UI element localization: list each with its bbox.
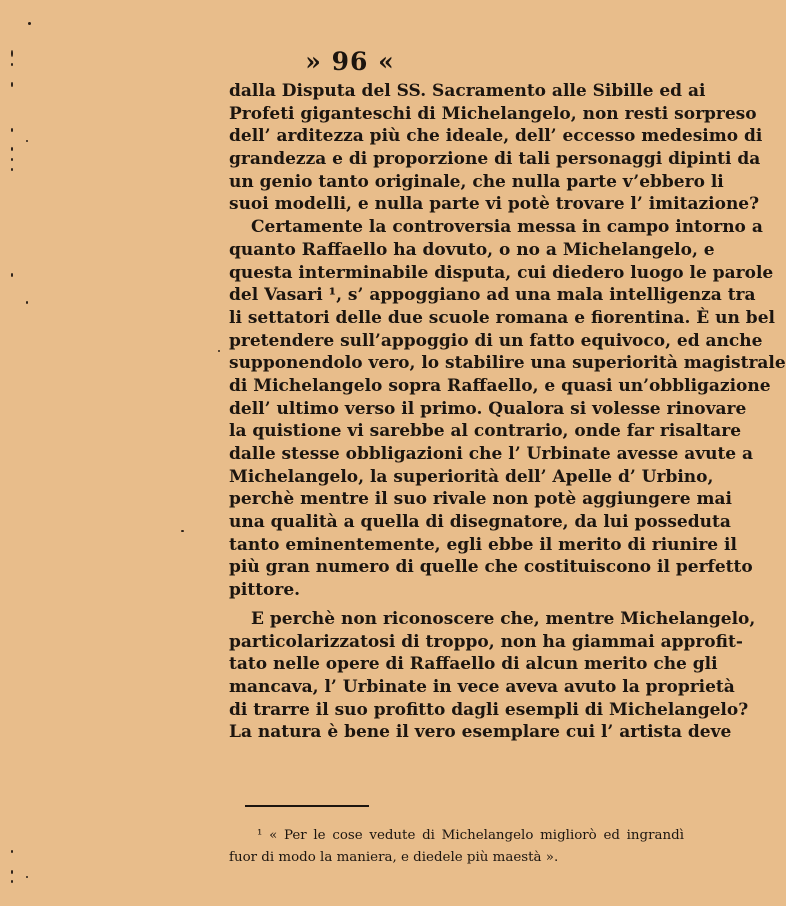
- text-line: mancava, l’ Urbinate in vece aveva avuto la proprietà: [229, 676, 735, 697]
- text-line: particolarizzatosi di troppo, non ha giammai approfit-: [229, 631, 743, 652]
- paragraph: [229, 80, 763, 216]
- scan-speck: [28, 22, 31, 25]
- text-line: un genio tanto originale, che nulla parte v’ebbero li: [229, 171, 724, 192]
- text-line: pretendere sull’appoggio di un fatto equivoco, ed anche: [229, 330, 763, 351]
- text-line: più gran numero di quelle che costituiscono il perfetto: [229, 557, 753, 578]
- scan-speck: [11, 880, 13, 883]
- text-line: pittore.: [229, 580, 301, 601]
- text-line: supponendolo vero, lo stabilire una superiorità magistrale: [229, 353, 786, 374]
- scan-speck: [218, 350, 220, 352]
- footnote: [229, 825, 684, 869]
- scan-speck: [181, 530, 184, 532]
- scan-speck: [11, 82, 13, 87]
- text-line: suoi modelli, e nulla parte vi potè trovare l’ imitazione?: [229, 194, 760, 215]
- text-line: del Vasari ¹, s’ appoggiano ad una mala intelligenza tra: [229, 285, 756, 306]
- text-line: dalle stesse obbligazioni che l’ Urbinate avesse avute a: [229, 444, 754, 464]
- text-line: Michelangelo, la superiorità dell’ Apelle d’ Urbino,: [229, 466, 714, 487]
- text-line: dell’ ultimo verso il primo. Qualora si volesse rinovare: [229, 398, 747, 419]
- text-line: Profeti giganteschi di Michelangelo, non resti sorpreso: [229, 103, 757, 124]
- text-line: di Michelangelo sopra Raffaello, e quasi un’obbligazione: [229, 375, 771, 396]
- text-line: tato nelle opere di Raffaello di alcun merito che gli: [229, 654, 718, 675]
- footnote-line: fuor di modo la maniera, e diedele più maestà ».: [229, 850, 559, 865]
- text-line: grandezza e di proporzione di tali personaggi dipinti da: [229, 149, 761, 170]
- scan-speck: [26, 140, 28, 142]
- footnote-line: ¹ « Per le cose vedute di Michelangelo migliorò ed ingrandì: [257, 828, 684, 843]
- text-line: di trarre il suo profitto dagli esempli di Michelangelo?: [229, 699, 749, 720]
- body-text: [229, 80, 786, 744]
- page-number: » 96 «: [305, 47, 395, 76]
- text-line: dalla Disputa del SS. Sacramento alle Sibille ed ai: [229, 81, 706, 101]
- scan-speck: [11, 850, 13, 853]
- scan-speck: [26, 876, 28, 878]
- text-line: li settatori delle due scuole romana e fiorentina. È un bel: [229, 307, 775, 328]
- footnote-divider: [245, 805, 369, 807]
- text-line: dell’ arditezza più che ideale, dell’ eccesso medesimo di: [229, 126, 763, 147]
- scan-speck: [11, 273, 13, 277]
- text-line: questa interminabile disputa, cui diedero luogo le parole: [229, 262, 774, 283]
- text-line: E perchè non riconoscere che, mentre Michelangelo,: [251, 608, 756, 629]
- text-line: la quistione vi sarebbe al contrario, onde far risaltare: [229, 421, 742, 442]
- text-line: quanto Raffaello ha dovuto, o no a Michelangelo, e: [229, 239, 715, 260]
- scan-speck: [11, 147, 13, 151]
- text-line: una qualità a quella di disegnatore, da lui posseduta: [229, 512, 731, 533]
- text-line: Certamente la controversia messa in campo intorno a: [251, 217, 763, 238]
- scan-speck: [11, 128, 13, 132]
- text-line: tanto eminentemente, egli ebbe il merito di riunire il: [229, 534, 737, 555]
- scan-speck: [26, 301, 28, 304]
- scan-speck: [11, 158, 13, 161]
- text-line: La natura è bene il vero esemplare cui l’ artista deve: [229, 722, 732, 743]
- paragraph: [229, 608, 756, 744]
- scan-speck: [11, 168, 13, 171]
- paragraph: [229, 216, 786, 602]
- text-line: perchè mentre il suo rivale non potè aggiungere mai: [229, 489, 732, 510]
- scan-speck: [11, 870, 13, 874]
